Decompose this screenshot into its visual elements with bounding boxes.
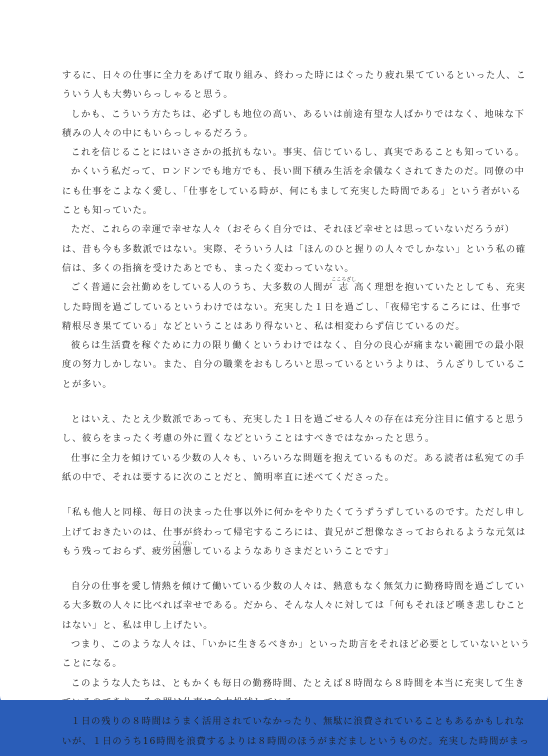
paragraph-group-1 xyxy=(62,62,527,390)
ruby-annotated-word: 困憊こんぱい xyxy=(172,540,193,557)
text-line: とが多い。 xyxy=(62,378,113,390)
text-line: 上げておきたいのは、仕事が終わって帰宅するころには、貴兄がご想像なさっておられるような元気は xyxy=(62,526,526,538)
text-line: 仕事に全力を傾けている少数の人々も、いろいろな問題を抱えているものだ。ある読者は私宛ての手 xyxy=(71,452,525,464)
text-line: つまり、このような人々は、「いかに生きるべきか」といった助言をそれほど必要としていないという xyxy=(71,639,531,651)
text-line: 度の努力しかしない。また、自分の職業をおもしろいと思っているというよりは、うんざりしているこ xyxy=(62,359,527,371)
text-line: ことになる。 xyxy=(62,658,123,670)
text-line: これを信じることにはいささかの抵抗もない。事実、信じているし、真実であることも知っている。 xyxy=(71,147,525,159)
text-line: は、昔も今も多数派ではない。実際、そういう人は「ほんのひと握りの人々でしかない」という私の確 xyxy=(62,243,527,255)
paragraph-group-3 xyxy=(62,573,531,747)
text-line: ことも知っていた。 xyxy=(62,205,153,217)
text-line: このような人たちは、ともかくも毎日の勤務時間、たとえば８時間なら８時間を本当に充実して生き xyxy=(71,677,525,689)
text-line: かくいう私だって、ロンドンでも地方でも、長い間下積み生活を余儀なくされてきたのだ。同僚の中 xyxy=(71,166,525,178)
section-gap xyxy=(62,390,489,406)
paragraph-group-2 xyxy=(62,406,526,483)
text-line: にも仕事をこよなく愛し、「仕事をしている時が、何にもまして充実した時間である」という者がいる xyxy=(62,185,522,197)
ruby-annotated-word: 志こころざし xyxy=(331,277,357,294)
section-gap xyxy=(62,483,489,499)
text-line: る大多数の人々に比べれば幸せである。だから、そんな人々に対しては「何もそれほど嘆き悲しむこと xyxy=(62,600,527,612)
text-line: はない」と、私は申し上げたい。 xyxy=(62,619,214,631)
section-gap xyxy=(62,557,489,573)
text-line: 紙の中で、それは要するに次のことだと、簡明率直に述べてくださった。 xyxy=(62,471,395,483)
body-text xyxy=(62,62,531,747)
quotation xyxy=(62,499,526,557)
text-line: いが、１日のうち16時間を浪費するよりは８時間のほうがまだましというものだ。充実した時間がまっ xyxy=(62,735,530,747)
text-line: ういう人も大勢いらっしゃると思う。 xyxy=(62,89,234,101)
text-line: ごく普通に会社勤めをしている人のうち、大多数の人間が志こころざし高く理想を抱いていたとしても、充実 xyxy=(71,277,526,294)
text-line: とはいえ、たとえ少数派であっても、充実した１日を過ごせる人々の存在は充分注目に値すると思う xyxy=(71,414,526,426)
text-line: しかも、こういう方たちは、必ずしも地位の高い、あるいは前途有望な人ばかりではなく、地味な下 xyxy=(71,108,525,120)
text-line: 自分の仕事を愛し情熱を傾けて働いている少数の人々は、熱意もなく無気力に勤務時間を過ごしてい xyxy=(71,581,525,593)
text-line: ただ、これらの幸運で幸せな人々（おそらく自分では、それほど幸せとは思っていないだろうが） xyxy=(71,224,515,236)
text-line: 信は、多くの指摘を受けたあとでも、まったく変わっていない。 xyxy=(62,262,355,274)
text-line: 精根尽き果てている」などということはあり得ないと、私は相変わらず信じているのだ。 xyxy=(62,320,466,332)
text-line: するに、日々の仕事に全力をあげて取り組み、終わった時にはぐったり疲れ果てているといった人、こ xyxy=(62,70,527,81)
text-line: もう残っておらず、疲労困憊こんぱいしているようなありさまだということです」 xyxy=(62,540,395,557)
text-line: 彼らは生活費を稼ぐために力の限り働くというわけではなく、自分の良心が痛まない範囲での最小限 xyxy=(71,340,525,352)
text-line: 「私も他人と同様、毎日の決まった仕事以外に何かをやりたくてうずうずしているのです。ただし申し xyxy=(62,507,526,519)
window-bottom-border xyxy=(0,700,548,706)
text-line: １日の残りの８時間はうまく活用されていなかったり、無駄に浪費されていることもあるかもしれな xyxy=(71,716,525,728)
text-line: 積みの人々の中にもいらっしゃるだろう。 xyxy=(62,127,254,139)
text-line: し、彼らをまったく考慮の外に置くなどということはすべきではなかったと思う。 xyxy=(62,433,436,445)
text-line: した時間を過ごしているというわけではない。充実した１日を過ごし、「夜帰宅するころには、仕事で xyxy=(62,301,522,313)
